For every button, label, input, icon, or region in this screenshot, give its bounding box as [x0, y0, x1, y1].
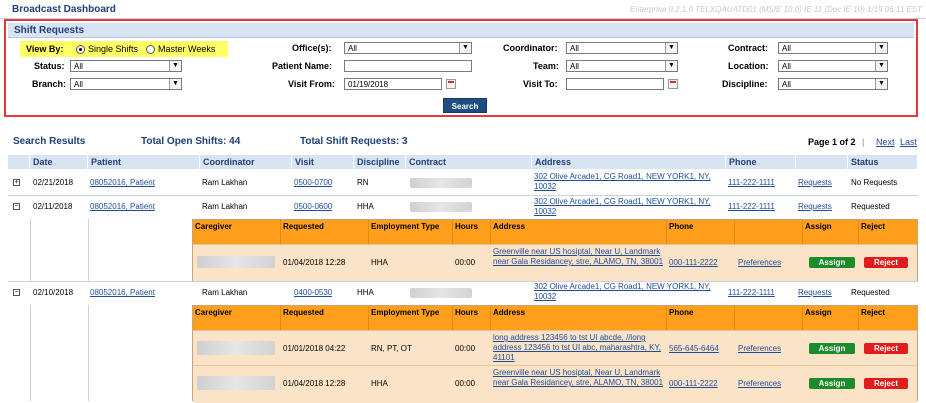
panel-header	[8, 23, 914, 38]
column-header-preferences	[735, 306, 803, 330]
caregiver-hours: 00:00	[455, 379, 476, 388]
caregiver-row	[193, 365, 917, 403]
row-status: No Requests	[851, 178, 898, 187]
chevron-down-icon: ▼	[875, 61, 887, 71]
caregiver-address-link[interactable]: Greenville near US hosiptal, Near U, Landmark near Gala Residancey, stre, ALAMO, TN, 38001	[493, 247, 664, 266]
search-results-label: Search Results	[13, 136, 86, 147]
row-coordinator: Ram Lakhan	[202, 202, 248, 211]
row-date: 02/11/2018	[33, 202, 73, 211]
row-discipline: RN	[357, 178, 369, 187]
row-date: 02/21/2018	[33, 178, 74, 187]
assign-button[interactable]: Assign	[809, 257, 855, 268]
column-header-requests	[796, 155, 848, 169]
caregiver-requests-table	[192, 305, 918, 401]
caregiver-hours: 00:00	[455, 258, 476, 267]
coordinator-select-value: All	[570, 44, 579, 53]
discipline-select-value: All	[782, 80, 791, 89]
column-header-caregiver: Caregiver	[193, 220, 281, 244]
patient-name-input[interactable]	[344, 60, 472, 72]
status-label: Status:	[34, 61, 65, 71]
caregiver-name-redacted	[197, 376, 275, 390]
caregiver-row	[193, 330, 917, 366]
last-page-link[interactable]: Last	[900, 137, 918, 147]
calendar-icon[interactable]	[668, 79, 678, 89]
app-title: Broadcast Dashboard	[12, 4, 116, 15]
visit-to-input[interactable]	[566, 78, 664, 90]
chevron-down-icon: ▼	[169, 79, 181, 89]
offices-select-value: All	[348, 44, 357, 53]
requests-link[interactable]: Requests	[798, 202, 832, 211]
branch-label: Branch:	[32, 79, 67, 89]
caregiver-employment-type: HHA	[371, 258, 388, 267]
column-header-caregiver: Caregiver	[193, 306, 281, 330]
assign-button[interactable]: Assign	[809, 378, 855, 389]
column-header-reject: Reject	[861, 222, 886, 231]
calendar-icon[interactable]	[446, 79, 456, 89]
panel-title: Shift Requests	[14, 25, 85, 36]
caregiver-row	[193, 244, 917, 281]
caregiver-employment-type: RN, PT, OT	[371, 344, 412, 353]
row-status: Requested	[851, 202, 890, 211]
caregiver-name-redacted	[197, 256, 275, 268]
column-header-coordinator[interactable]: Coordinator	[200, 155, 292, 169]
status-select[interactable]	[70, 60, 182, 72]
row-discipline: HHA	[357, 202, 374, 211]
column-header-phone: Phone	[667, 306, 735, 330]
assign-button[interactable]: Assign	[809, 343, 855, 354]
chevron-down-icon: ▼	[169, 61, 181, 71]
column-header-employment-type: Employment Type	[369, 306, 453, 330]
pager-separator: |	[862, 137, 865, 147]
patient-name-label: Patient Name:	[272, 61, 333, 71]
collapse-icon[interactable]: −	[14, 289, 19, 296]
caregiver-name-redacted	[197, 341, 275, 355]
caregiver-phone-link[interactable]: 000-111-2222	[669, 379, 718, 388]
caregiver-requested: 01/04/2018 12:28	[283, 258, 346, 267]
column-header-preferences	[735, 220, 803, 244]
top-bar	[0, 0, 926, 19]
discipline-select[interactable]	[778, 78, 888, 90]
phone-link[interactable]: 111-222-1111	[728, 288, 775, 297]
contract-redacted	[410, 288, 472, 298]
total-open-shifts: Total Open Shifts: 44	[141, 136, 241, 147]
phone-link[interactable]: 111-222-1111	[728, 202, 775, 211]
location-select-value: All	[782, 62, 791, 71]
coordinator-label: Coordinator:	[503, 43, 558, 53]
caregiver-phone-link[interactable]: 565-645-6464	[669, 344, 719, 353]
column-header-expand	[8, 155, 30, 169]
chevron-down-icon: ▼	[459, 43, 471, 53]
patient-link[interactable]: 08052016, Patient	[90, 288, 155, 297]
patient-link[interactable]: 08052016, Patient	[90, 178, 155, 187]
row-status: Requested	[851, 288, 890, 297]
column-header-phone[interactable]: Phone	[726, 155, 796, 169]
column-header-hours: Hours	[453, 306, 491, 330]
total-shift-requests: Total Shift Requests: 3	[300, 136, 408, 147]
contract-redacted	[410, 202, 472, 212]
row-divider	[8, 195, 918, 196]
preferences-link[interactable]: Preferences	[738, 379, 782, 388]
column-header-reject: Reject	[861, 308, 886, 317]
chevron-down-icon: ▼	[875, 79, 887, 89]
caregiver-address-link[interactable]: Greenville near US hosiptal, Near U, Landmark near Gala Residancey, stre, ALAMO, TN, 38001	[493, 368, 664, 387]
contract-label: Contract:	[728, 43, 768, 53]
caregiver-requests-table	[192, 219, 918, 281]
column-header-assign: Assign	[803, 220, 859, 244]
visit-from-label: Visit From:	[288, 79, 335, 89]
shift-requests-panel	[4, 19, 918, 117]
chevron-down-icon: ▼	[665, 61, 677, 71]
column-divider	[30, 305, 31, 401]
visit-link[interactable]: 0500-0600	[294, 202, 333, 211]
reject-button[interactable]: Reject	[864, 257, 908, 268]
row-coordinator: Ram Lakhan	[202, 288, 248, 297]
column-header-discipline[interactable]: Discipline	[354, 155, 406, 169]
expand-icon[interactable]: +	[14, 179, 19, 186]
address-link[interactable]: 302 Olive Arcade1, CG Road1, NEW YORK1, NY, 10032	[534, 197, 711, 216]
master-weeks-label[interactable]: Master Weeks	[158, 44, 216, 54]
next-page-link[interactable]: Next	[876, 137, 895, 147]
column-divider	[88, 305, 89, 401]
row-coordinator: Ram Lakhan	[202, 178, 248, 187]
column-header-contract[interactable]: Contract	[406, 155, 532, 169]
column-header-address: Address	[491, 220, 667, 244]
caregiver-hours: 00:00	[455, 344, 476, 353]
column-header-address: Address	[491, 306, 667, 330]
branch-select[interactable]	[70, 78, 182, 90]
caregiver-phone-link[interactable]: 000-111-2222	[669, 258, 718, 267]
contract-redacted	[410, 178, 472, 188]
column-header-date[interactable]: Date	[30, 155, 88, 169]
patient-link[interactable]: 08052016, Patient	[90, 202, 155, 211]
column-header-phone: Phone	[667, 220, 735, 244]
visit-link[interactable]: 0500-0700	[294, 178, 333, 187]
view-by-label: View By:	[26, 44, 64, 54]
status-select-value: All	[74, 62, 83, 71]
row-divider	[8, 281, 918, 282]
visit-to-label: Visit To:	[523, 79, 558, 89]
chevron-down-icon: ▼	[875, 43, 887, 53]
column-header-requested: Requested	[281, 220, 369, 244]
caregiver-requested: 01/01/2018 04:22	[283, 344, 346, 353]
column-header-address[interactable]: Address	[532, 155, 726, 169]
column-header-employment-type: Employment Type	[369, 220, 453, 244]
visit-link[interactable]: 0400-0530	[294, 288, 333, 297]
page-info: Page 1 of 2	[808, 137, 856, 147]
reject-button[interactable]: Reject	[864, 343, 908, 354]
preferences-link[interactable]: Preferences	[738, 344, 782, 353]
caregiver-requested: 01/04/2018 12:28	[283, 379, 346, 388]
column-header-requested: Requested	[281, 306, 369, 330]
view-by-group	[20, 41, 228, 57]
row-date: 02/10/2018	[33, 288, 74, 297]
column-header-status[interactable]: Status	[848, 155, 918, 169]
single-shifts-radio[interactable]	[76, 45, 85, 54]
requests-link[interactable]: Requests	[798, 178, 832, 187]
master-weeks-radio[interactable]	[146, 45, 155, 54]
caregiver-table-header	[193, 220, 917, 244]
column-header-hours: Hours	[453, 220, 491, 244]
offices-select[interactable]	[344, 42, 472, 54]
collapse-icon[interactable]: −	[14, 203, 19, 210]
search-button[interactable]: Search	[443, 98, 487, 113]
offices-label: Office(s):	[292, 43, 332, 53]
contract-select[interactable]	[778, 42, 888, 54]
location-select[interactable]	[778, 60, 888, 72]
requests-link[interactable]: Requests	[798, 288, 832, 297]
column-header-patient[interactable]: Patient	[88, 155, 200, 169]
reject-button[interactable]: Reject	[864, 378, 908, 389]
coordinator-select[interactable]	[566, 42, 678, 54]
caregiver-table-header	[193, 306, 917, 330]
discipline-label: Discipline:	[722, 79, 768, 89]
team-select-value: All	[570, 62, 579, 71]
visit-from-input[interactable]: 01/19/2018	[344, 78, 442, 90]
caregiver-address-link[interactable]: long address 123456 to tst UI abcde, //long address 123456 to tst UI abc, maharashtra, KY, 41101	[493, 333, 661, 362]
address-link[interactable]: 302 Olive Arcade1, CG Road1, NEW YORK1, NY, 10032	[534, 172, 711, 191]
location-label: Location:	[728, 61, 769, 71]
single-shifts-label[interactable]: Single Shifts	[88, 44, 139, 54]
column-divider	[30, 219, 31, 281]
row-discipline: HHA	[357, 288, 374, 297]
column-header-assign: Assign	[803, 306, 859, 330]
chevron-down-icon: ▼	[665, 43, 677, 53]
environment-info: Enterprise 9.2.1.0 TELXQAUATD01 (MSIE 10.0) IE 11 (Doc IE 10) 1/19 06:11 EST	[629, 5, 922, 14]
branch-select-value: All	[74, 80, 83, 89]
phone-link[interactable]: 111-222-1111	[728, 178, 775, 187]
column-header-visit[interactable]: Visit	[292, 155, 354, 169]
address-link[interactable]: 302 Olive Arcade1, CG Road1, NEW YORK1, NY, 10032	[534, 282, 711, 301]
column-divider	[88, 219, 89, 281]
preferences-link[interactable]: Preferences	[738, 258, 782, 267]
caregiver-employment-type: HHA	[371, 379, 388, 388]
team-label: Team:	[533, 61, 559, 71]
contract-select-value: All	[782, 44, 791, 53]
team-select[interactable]	[566, 60, 678, 72]
